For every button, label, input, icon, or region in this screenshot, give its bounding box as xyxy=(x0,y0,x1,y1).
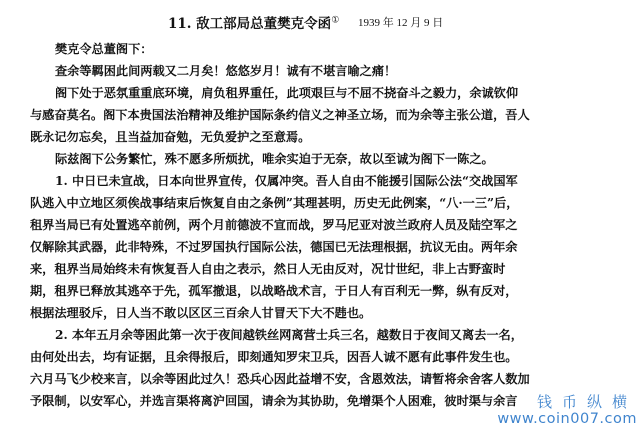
footnote-mark: ① xyxy=(331,15,340,26)
text-line xyxy=(0,194,643,216)
text-line xyxy=(0,106,643,128)
paragraph-line: 来，租界当局始终未有恢复吾人自由之表示，然日人无由反对，况廿世纪，非上古野蛮时 xyxy=(30,262,506,276)
paragraph-line: 期，租界已释放其逃卒于先，孤军撤退，以战略战术言，于日人有百利无一弊，纵有反对， xyxy=(30,284,518,298)
text-line xyxy=(0,40,643,62)
paragraph-line: 际兹阁下公务繁忙，殊不愿多所烦扰，唯余实迫于无奈，故以至诚为阁下一陈之。 xyxy=(55,152,494,166)
paragraph-line: 与感奋莫名。阁下本贵国法治精神及维护国际条约信义之神圣立场，而为余等主张公道，吾人 xyxy=(30,108,530,122)
text-line xyxy=(0,62,643,84)
paragraph-line: 租界当局已有处置逃卒前例，两个月前德波不宣而战，罗马尼亚对波兰政府人员及陆空军之 xyxy=(30,218,518,232)
paragraph-line: 队逃入中立地区须俟战事结束后恢复自由之条例”其理甚明，历史无此例案，“八·一三”后， xyxy=(30,196,519,210)
watermark xyxy=(497,394,637,428)
paragraph-line: 仅解除其武器，此非特殊，不过罗国执行国际公法，德国已无法理根据，抗议无由。两年余 xyxy=(30,240,518,254)
text-line xyxy=(0,370,643,392)
text-line xyxy=(0,216,643,238)
heading-row xyxy=(0,12,643,32)
paragraph-line: 既永记勿忘矣，且当益加奋勉，无负爱护之至意焉。 xyxy=(30,130,311,144)
paragraph-line: 2. 本年五月余等困此第一次于夜间越铁丝网离营士兵三名，越数日于夜间又离去一名， xyxy=(55,328,523,342)
text-line xyxy=(0,172,643,194)
paragraph-line: 予限制，以安军心，并选言渠将离沪回国，请余为其协助，免增渠个人困难，彼时渠与余言 xyxy=(30,394,518,408)
text-line xyxy=(0,238,643,260)
text-line xyxy=(0,326,643,348)
watermark-url: www.coin007.com xyxy=(497,411,637,427)
text-line xyxy=(0,128,643,150)
title-text: 11. 敌工部局总董樊克令函 xyxy=(168,16,332,32)
document-date: 1939 年 12 月 9 日 xyxy=(358,17,444,29)
text-line xyxy=(0,348,643,370)
salutation: 樊克令总董阁下： xyxy=(55,42,153,56)
text-line xyxy=(0,304,643,326)
paragraph-line: 阁下处于恶氛重重底环境，肩负租界重任，此项艰巨与不屈不挠奋斗之毅力，余诚钦仰 xyxy=(55,86,519,100)
text-line xyxy=(0,282,643,304)
watermark-title: 钱币纵横 xyxy=(536,393,637,411)
document-title xyxy=(168,12,339,32)
paragraph-line: 1. 中日已未宣战，日本向世界宣传，仅属冲突。吾人自由不能援引国际公法“交战国军 xyxy=(55,174,518,188)
text-line xyxy=(0,150,643,172)
text-line xyxy=(0,84,643,106)
text-line xyxy=(0,260,643,282)
paragraph-line: 根据法理驳斥，日人当不敢以区区三百余人甘冒天下大不韪也。 xyxy=(30,306,372,320)
paragraph-line: 由何处出去，均有证据，且余得报后，即刻通知罗宋卫兵，因吾人诚不愿有此事件发生也。 xyxy=(30,350,518,364)
paragraph-line: 查余等羁困此间两载又二月矣！悠悠岁月！诚有不堪言喻之痛！ xyxy=(55,64,397,78)
paragraph-line: 六月马飞少校来言，以余等困此过久！恐兵心因此益增不安，含恩效法，请暂将余舍客人数加 xyxy=(30,372,530,386)
